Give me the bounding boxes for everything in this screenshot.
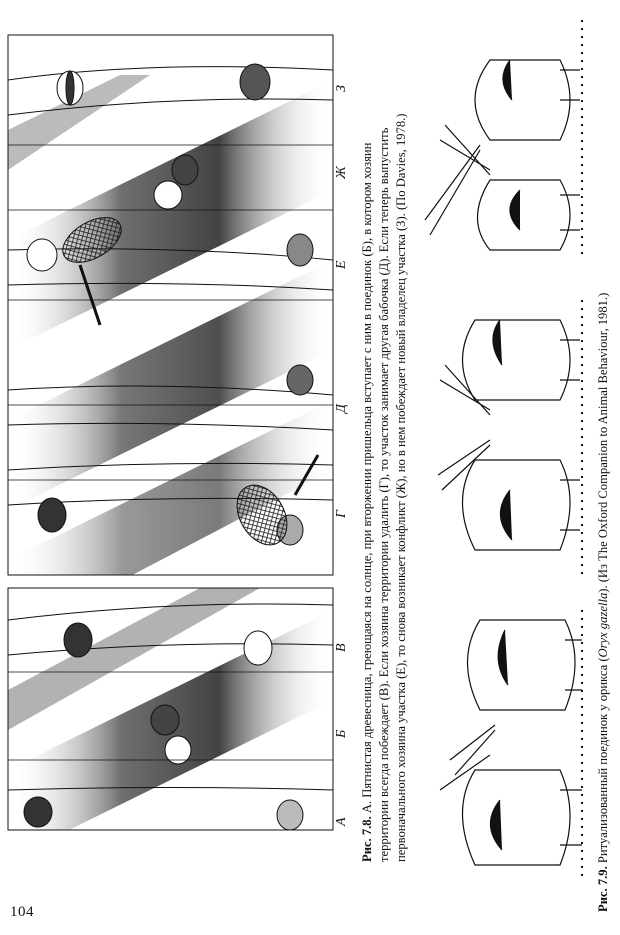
figure-7-8-caption-line-3: первоначального хозяина участка (Е), то снова возникает конфликт (Ж), но в нем побеждает новый владелец участка (З). (По Davies, 1978.) xyxy=(394,113,408,862)
species-name: Oryx gazella xyxy=(596,592,610,658)
panel-letter-d: Д xyxy=(334,404,349,413)
page-number: 104 xyxy=(10,904,34,920)
figure-7-9-illustration xyxy=(420,20,620,880)
figure-7-8-caption-line-1: Рис. 7.8. А. Пятнистая древесница, греющаяся на солнце, при вторжении пришельца вступает с ним в поединок (Б), в котором хозяин xyxy=(360,142,374,862)
figure-7-8-caption-line-2: территории всегда побеждает (В). Если хозяина территории удалить (Г), то участок занимает другая бабочка (Д). Если теперь выпустить xyxy=(377,127,391,862)
panel-letter-b: Б xyxy=(334,729,349,738)
panel-letter-a: А xyxy=(334,817,349,826)
panel-letter-v: В xyxy=(334,643,349,652)
panel-letter-z: З xyxy=(334,85,349,92)
panel-letter-e: Е xyxy=(334,260,349,269)
figure-7-8-label: Рис. 7.8. xyxy=(360,816,374,862)
figure-7-9-caption: Рис. 7.9. Ритуализованный поединок у орикса (Oryx gazella). (Из The Oxford Companion to Animal Behaviour, 1981.) xyxy=(596,292,610,912)
panel-letter-g: Г xyxy=(334,510,349,518)
panel-letter-zh: Ж xyxy=(334,166,349,179)
figure-7-9-label: Рис. 7.9. xyxy=(596,866,610,912)
